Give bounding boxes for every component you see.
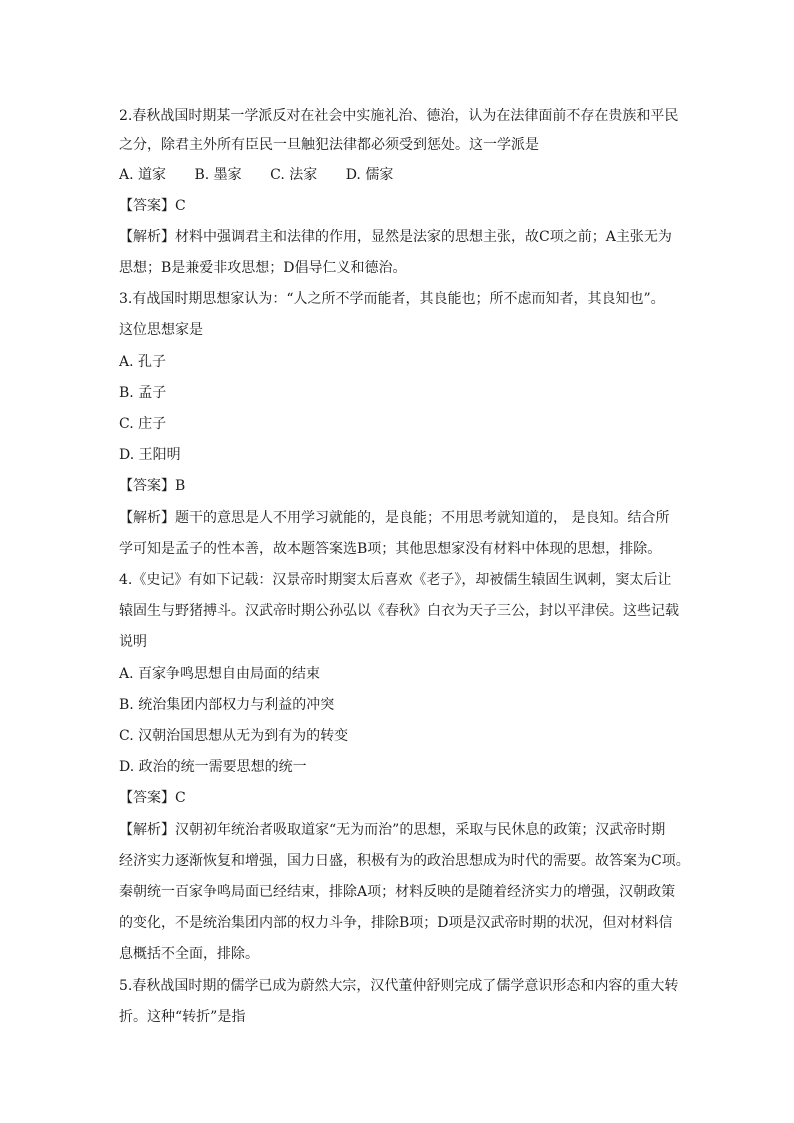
q4-answer: 【答案】C (119, 790, 186, 806)
q2-analysis-line-1: 【解析】材料中强调君主和法律的作用，显然是法家的思想主张，故C项之前；A主张无为 (119, 229, 672, 245)
q3-option-c: C. 庄子 (119, 416, 167, 432)
q4-analysis-line-1: 【解析】汉朝初年统治者吸取道家“无为而治”的思想，采取与民休息的政策；汉武帝时期 (119, 822, 666, 838)
q3-option-b: B. 孟子 (119, 385, 167, 401)
q2-option-a: A. 道家 (119, 167, 167, 183)
q4-analysis-line-5: 息概括不全面，排除。 (119, 946, 259, 962)
q3-analysis-line-2: 学可知是孟子的性本善，故本题答案选B项；其他思想家没有材料中体现的思想，排除。 (119, 541, 662, 557)
q2-option-b: B. 墨家 (194, 167, 242, 183)
q2-answer: 【答案】C (119, 198, 186, 214)
q4-analysis-line-4: 的变化，不是统治集团内部的权力斗争，排除B项；D项是汉武帝时期的状况，但对材料信 (119, 915, 673, 931)
q3-answer: 【答案】B (119, 478, 186, 494)
q2-analysis-line-2: 思想；B是兼爱非攻思想；D倡导仁义和德治。 (119, 260, 407, 276)
q4-option-d: D. 政治的统一需要思想的统一 (119, 759, 307, 775)
q5-stem-line-1: 5.春秋战国时期的儒学已成为蔚然大宗，汉代董仲舒则完成了儒学意识形态和内容的重大转 (119, 978, 679, 994)
q4-option-c: C. 汉朝治国思想从无为到有为的转变 (119, 728, 349, 744)
q4-analysis-line-2: 经济实力逐渐恢复和增强，国力日盛，积极有为的政治思想成为时代的需要。故答案为C项。 (119, 853, 690, 869)
q4-option-a: A. 百家争鸣思想自由局面的结束 (119, 666, 321, 682)
q3-analysis-line-1: 【解析】题干的意思是人不用学习就能的，是良能；不用思考就知道的， 是良知。结合所 (119, 510, 670, 526)
q2-option-c: C. 法家 (270, 167, 318, 183)
q3-option-d: D. 王阳明 (119, 447, 181, 463)
q3-stem-line-2: 这位思想家是 (119, 322, 203, 338)
q4-option-b: B. 统治集团内部权力与利益的冲突 (119, 697, 335, 713)
q2-stem-line-1: 2.春秋战国时期某一学派反对在社会中实施礼治、德治，认为在法律面前不存在贵族和平民 (119, 108, 679, 124)
q2-option-d: D. 儒家 (345, 167, 394, 183)
q4-stem-line-1: 4.《史记》有如下记载：汉景帝时期窦太后喜欢《老子》，却被儒生辕固生讽刺，窦太后让 (119, 572, 672, 588)
q2-stem-line-2: 之分，除君主外所有臣民一旦触犯法律都必须受到惩处。这一学派是 (119, 137, 539, 153)
q3-stem-line-1: 3.有战国时期思想家认为：“人之所不学而能者，其良能也；所不虑而知者，其良知也”。 (119, 291, 665, 307)
q2-options (119, 165, 393, 185)
q5-stem-line-2: 折。这种“转折”是指 (119, 1009, 246, 1025)
q4-stem-line-2: 辕固生与野猪搏斗。汉武帝时期公孙弘以《春秋》白衣为天子三公，封以平津侯。这些记载 (119, 603, 679, 619)
q4-stem-line-3: 说明 (119, 634, 147, 650)
q3-option-a: A. 孔子 (119, 354, 167, 370)
q4-analysis-line-3: 秦朝统一百家争鸣局面已经结束，排除A项；材料反映的是随着经济实力的增强，汉朝政策 (119, 884, 676, 900)
